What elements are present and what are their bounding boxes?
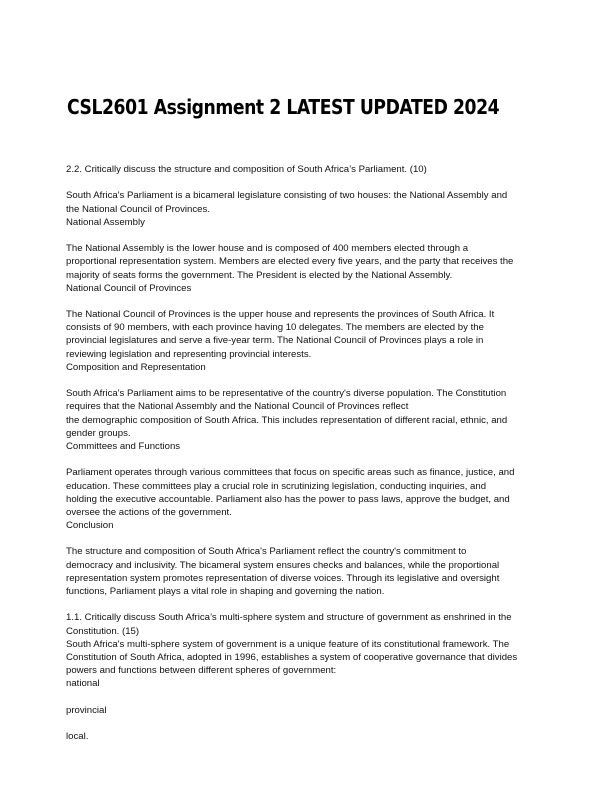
text-line: The National Assembly is the lower house and is composed of 400 members elected through a <box>66 243 469 255</box>
paragraph-gap <box>66 532 546 545</box>
text-line: representation system promotes representation of diverse voices. Through its legislative and oversight <box>66 572 500 584</box>
paragraph-gap <box>66 374 546 387</box>
text-line: functions, Parliament plays a vital role in shaping and governing the nation. <box>66 586 385 597</box>
text-line: South Africa's Parliament is a bicameral legislature consisting of two houses: the National Assembly and <box>66 190 508 202</box>
text-line: democracy and inclusivity. The bicameral system ensures checks and balances, while the proportional <box>66 559 500 571</box>
text-line: The National Council of Provinces is the upper house and represents the provinces of South Africa. It <box>66 309 495 321</box>
text-line: education. These committees play a crucial role in scrutinizing legislation, conducting inquiries, and <box>66 480 487 492</box>
document-body <box>66 163 546 743</box>
page-title: CSL2601 Assignment 2 LATEST UPDATED 2024 <box>67 95 500 119</box>
text-line: national <box>66 678 100 690</box>
text-line: proportional representation system. Members are elected every five years, and the party that receives the <box>66 256 514 268</box>
paragraph-gap <box>66 295 546 308</box>
text-line: National Council of Provinces <box>66 282 192 294</box>
text-line: powers and functions between different spheres of government: <box>66 665 337 677</box>
text-line: Committees and Functions <box>66 440 181 452</box>
paragraph-gap <box>66 453 546 466</box>
text-line: Composition and Representation <box>66 361 206 373</box>
text-line: requires that the National Assembly and the National Council of Provinces reflect <box>66 401 409 413</box>
text-line: Parliament operates through various committees that focus on specific areas such as finance, justice, and <box>66 467 515 479</box>
text-line: 1.1. Critically discuss South Africa’s multi-sphere system and structure of government as enshrined in the <box>66 612 512 624</box>
text-line: South Africa's Parliament aims to be representative of the country's diverse population. The Constitution <box>66 388 507 400</box>
text-line: majority of seats forms the government. The President is elected by the National Assembly. <box>66 269 453 281</box>
text-line: reviewing legislation and representing provincial interests. <box>66 348 312 360</box>
paragraph-gap <box>66 229 546 242</box>
text-line: consists of 90 members, with each province having 10 delegates. The members are elected by the <box>66 322 484 334</box>
text-line: gender groups. <box>66 427 131 439</box>
text-line: the National Council of Provinces. <box>66 203 210 215</box>
text-line: The structure and composition of South Africa's Parliament reflect the country's commitment to <box>66 546 467 558</box>
text-line: holding the executive accountable. Parliament also has the power to pass laws, approve the budget, and <box>66 493 510 505</box>
text-line: South Africa's multi-sphere system of government is a unique feature of its constitutional framework. The <box>66 638 510 650</box>
paragraph-gap <box>66 598 546 611</box>
text-line: 2.2. Critically discuss the structure and composition of South Africa’s Parliament. (10) <box>66 164 427 175</box>
text-line: the demographic composition of South Africa. This includes representation of different racial, ethnic, and <box>66 414 508 426</box>
text-line: Constitution of South Africa, adopted in 1996, establishes a system of cooperative governance that divides <box>66 651 518 663</box>
paragraph-gap <box>66 691 546 704</box>
text-line: provincial legislatures and serve a five-year term. The National Council of Provinces plays a role in <box>66 335 484 347</box>
text-line: provincial <box>66 704 107 716</box>
text-line: Conclusion <box>66 520 114 532</box>
paragraph-gap <box>66 176 546 189</box>
text-line: Constitution. (15) <box>66 625 140 637</box>
text-line: National Assembly <box>66 216 145 228</box>
paragraph-gap <box>66 717 546 730</box>
text-line: local. <box>66 731 89 743</box>
text-line: oversee the actions of the government. <box>66 506 232 518</box>
